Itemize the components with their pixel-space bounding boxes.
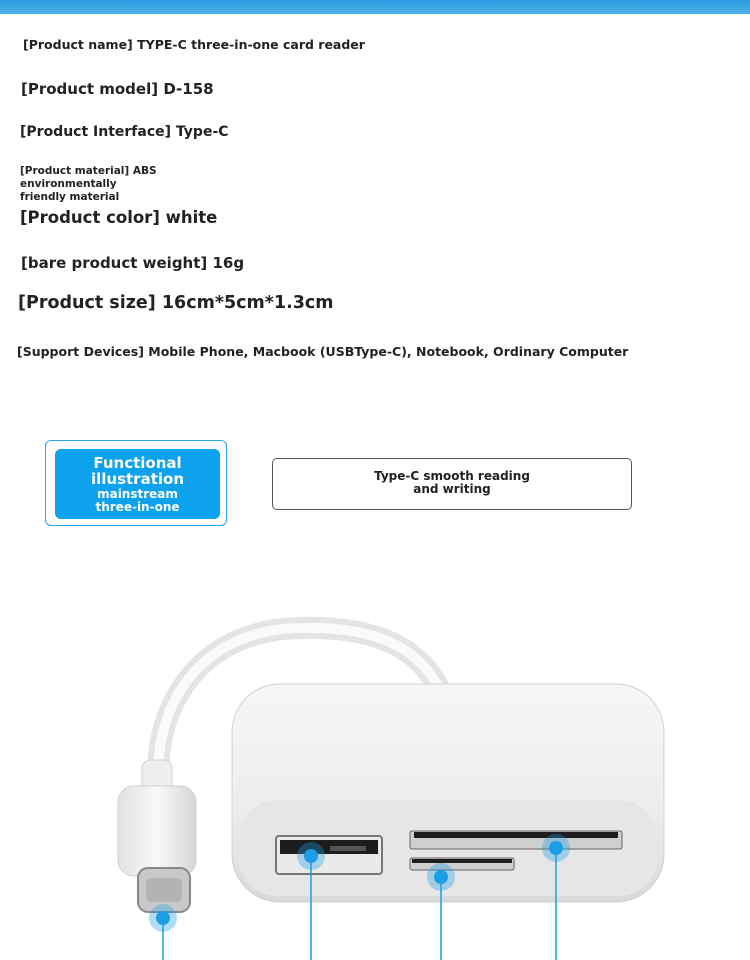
- spec-material-line1: [Product material] ABS environmentally: [20, 165, 157, 190]
- badge-sub-line1: mainstream: [97, 487, 178, 501]
- plug-housing: [118, 786, 196, 876]
- badge-title-line2: illustration: [90, 470, 185, 488]
- badge-title-line1: Functional: [93, 454, 182, 472]
- spec-product-size: [Product size] 16cm*5cm*1.3cm: [18, 293, 334, 313]
- spec-product-weight: [bare product weight] 16g: [21, 254, 245, 272]
- badge-subtitle: [55, 488, 220, 514]
- badge-sub-line2: three-in-one: [95, 500, 180, 514]
- spec-product-model: [Product model] D-158: [21, 80, 214, 98]
- tf-slot-gap: [412, 859, 512, 863]
- marker-sd: [549, 841, 563, 855]
- spec-support-devices: [Support Devices] Mobile Phone, Macbook (USBType-C), Notebook, Ordinary Computer: [17, 344, 629, 359]
- badge-title: [55, 455, 220, 487]
- feature-line1: Type-C smooth reading: [374, 469, 530, 483]
- functional-illustration-badge-fill: [55, 449, 220, 519]
- functional-illustration-badge: [45, 440, 227, 526]
- sd-slot-gap: [414, 832, 618, 838]
- spec-product-name: [Product name] TYPE-C three-in-one card reader: [23, 37, 365, 52]
- spec-material-line2: friendly material: [20, 191, 120, 203]
- type-c-connector-inner: [146, 878, 182, 902]
- spec-product-interface: [Product Interface] Type-C: [20, 124, 229, 140]
- card-reader-product-image: [0, 580, 750, 960]
- usb-port-contacts: [330, 846, 366, 851]
- top-banner-strip: [0, 0, 750, 14]
- marker-usb: [304, 849, 318, 863]
- feature-description-box: [272, 458, 632, 510]
- spec-product-material: [20, 165, 255, 204]
- marker-type-c: [156, 911, 170, 925]
- marker-tf: [434, 870, 448, 884]
- spec-product-color: [Product color] white: [20, 208, 218, 227]
- feature-line2: and writing: [413, 482, 491, 496]
